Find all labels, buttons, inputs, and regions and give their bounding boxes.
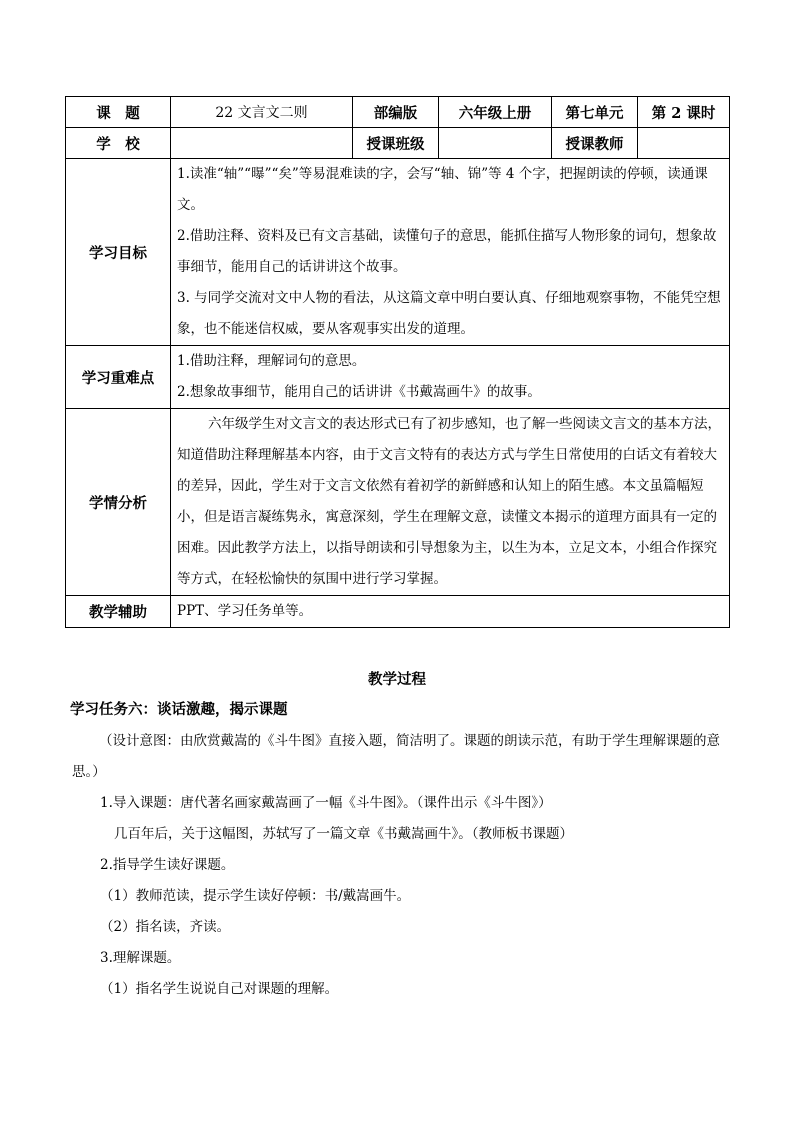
objectives-label: 学习目标 [66,159,171,346]
aids-content [171,596,730,628]
analysis-label: 学情分析 [66,409,171,596]
aids-label: 教学辅助 [66,596,171,628]
aids-text: PPT、学习任务单等。 [177,603,313,619]
process-title: 教学过程 [368,671,426,688]
keypoint-item: 2.想象故事细节，能用自己的话讲讲《书戴嵩画牛》的故事。 [177,384,541,400]
objective-item: 1.读准“轴”“曝”“矣”等易混难读的字，会写“轴、锦”等 4 个字，把握朗读的停顿，读通课文。 [177,166,708,213]
keypoints-content [171,346,730,409]
objectives-row [66,159,730,346]
lesson-cell: 第 2 课时 [638,97,730,128]
step-2a: （1）教师范读，提示学生读好停顿：书/戴嵩画牛。 [100,888,411,904]
school-label: 学 校 [66,128,171,159]
grade-cell: 六年级上册 [439,97,552,128]
header-row-1 [66,97,730,128]
keypoint-item: 1.借助注释，理解词句的意思。 [177,353,366,369]
lesson-plan-table [65,96,730,628]
objective-item: 3. 与同学交流对文中人物的看法，从这篇文章中明白要认真、仔细地观察事物，不能凭空想象，也不能迷信权威，要从客观事实出发的道理。 [177,290,721,337]
header-row-2 [66,128,730,159]
unit-cell: 第七单元 [552,97,638,128]
keypoints-label: 学习重难点 [66,346,171,409]
objectives-content [171,159,730,346]
teacher-label: 授课教师 [552,128,638,159]
edition-cell: 部编版 [353,97,439,128]
step-2: 2.指导学生读好课题。 [100,857,235,873]
step-3: 3.理解课题。 [100,950,181,966]
topic-label: 课 题 [66,97,171,128]
teacher-value [638,128,730,159]
analysis-text: 六年级学生对文言文的表达形式已有了初步感知，也了解一些阅读文言文的基本方法，知道借助注释理解基本内容，由于文言文特有的表达方式与学生日常使用的白话文有着较大的差异，因此，学生对于文言文依然有着初学的新鲜感和认知上的陌生感。本文虽篇幅短小，但是语言凝练隽永，寓意深刻，学生在理解文意，读懂文本揭示的道理方面具有一定的困难。因此教学方法上，以指导朗读和引导想象为主，以生为本，立足文本，小组合作探究等方式，在轻松愉快的氛围中进行学习掌握。 [177,416,722,587]
class-value [439,128,552,159]
topic-value: 22 文言文二则 [171,97,353,128]
class-label: 授课班级 [353,128,439,159]
design-intent: （设计意图：由欣赏戴嵩的《斗牛图》直接入题，简洁明了。课题的朗读示范，有助于学生理解课题的意思。） [72,733,720,780]
objective-item: 2.借助注释、资料及已有文言基础，读懂句子的意思，能抓住描写人物形象的词句，想象故事细节，能用自己的话讲讲这个故事。 [177,228,717,275]
step-3a: （1）指名学生说说自己对课题的理解。 [100,981,339,997]
analysis-content [171,409,730,596]
school-value [171,128,353,159]
aids-row [66,596,730,628]
analysis-row [66,409,730,596]
step-1: 1.导入课题：唐代著名画家戴嵩画了一幅《斗牛图》。（课件出示《斗牛图》） [100,795,552,811]
step-1b: 几百年后，关于这幅图，苏轼写了一篇文章《书戴嵩画牛》。（教师板书课题） [114,826,573,842]
task-title: 学习任务六：谈话激趣，揭示课题 [70,701,288,718]
keypoints-row [66,346,730,409]
step-2b: （2）指名读，齐读。 [100,919,231,935]
